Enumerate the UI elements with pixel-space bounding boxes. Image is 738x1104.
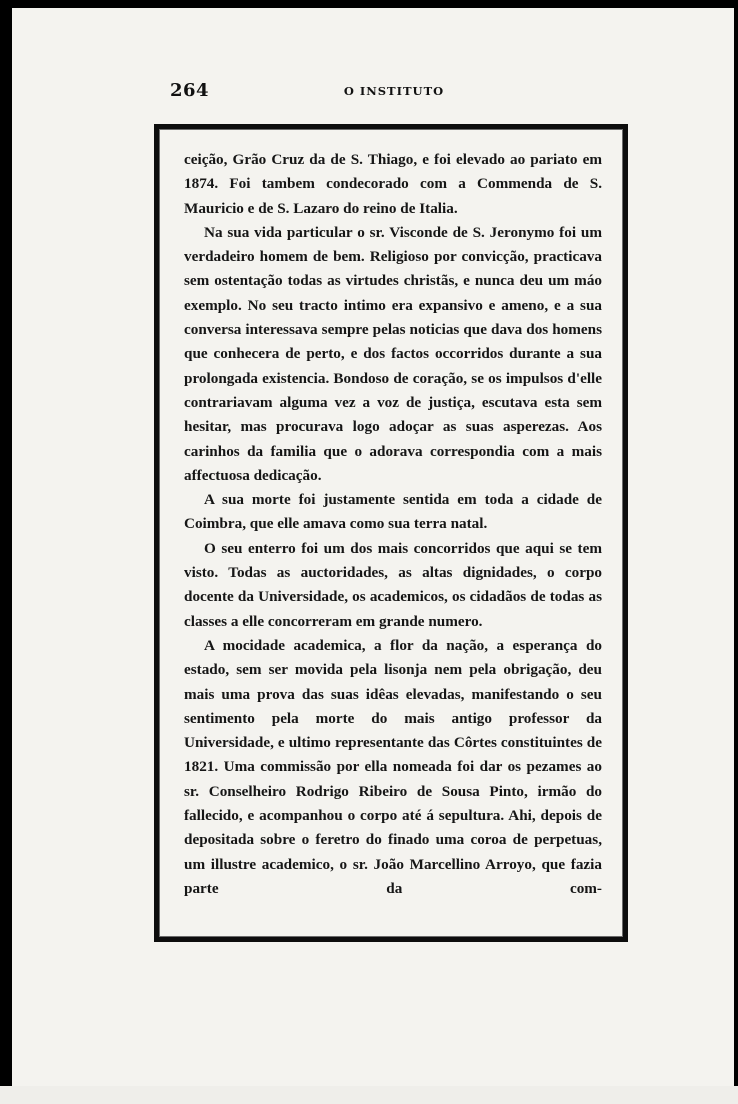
journal-title: O INSTITUTO xyxy=(343,84,445,98)
page-bottom-edge xyxy=(0,1086,738,1104)
body-text xyxy=(184,148,602,901)
running-head xyxy=(158,80,630,106)
paragraph-continuation: ceição, Grão Cruz da de S. Thiago, e foi elevado ao pariato em 1874. Foi tambem condecorado com a Commenda de S. Mauricio e de S. Lazaro do reino de Italia. xyxy=(184,151,602,217)
paragraph-death: A sua morte foi justamente sentida em toda a cidade de Coimbra, que elle amava como sua terra natal. xyxy=(184,491,602,533)
paragraph-academic-youth: A mocidade academica, a flor da nação, a esperança do estado, sem ser movida pela lisonja nem pela obrigação, deu mais uma prova das suas idêas elevadas, manifestando o seu sentimento pela morte do mais antigo professor da Universidade, e ultimo representante das Côrtes constituintes de 1821. Uma commissão por ella nomeada foi dar os pezames ao sr. Conselheiro Rodrigo Ribeiro de Sousa Pinto, irmão do fallecido, e acompanhou o corpo até á sepultura. Ahi, depois de depositada sobre o feretro do finado uma coroa de perpetuas, um illustre academico, o sr. João Marcellino Arroyo, que fazia parte da com- xyxy=(184,636,602,897)
paragraph-private-life: Na sua vida particular o sr. Visconde de S. Jeronymo foi um verdadeiro homem de bem. Religioso por convicção, practicava sem ostentação todas as virtudes christãs, e nunca deu um máo exemplo. No seu tracto intimo era expansivo e ameno, e a sua conversa interessava sempre pelas noticias que dava dos homens que conhecera de perto, e dos factos occorridos durante a sua prolongada existencia. Bondoso de coração, se os impulsos d'elle contrariavam alguma vez a voz de justiça, escutava esta sem hesitar, mas procurava logo adoçar as suas asperezas. Aos carinhos da familia que o adorava correspondia com a mais affectuosa dedicação. xyxy=(184,223,602,484)
paragraph-funeral: O seu enterro foi um dos mais concorridos que aqui se tem visto. Todas as auctoridades, as altas dignidades, o corpo docente da Universidade, os academicos, os cidadãos de todas as classes a elle concorreram em grande numero. xyxy=(184,539,602,630)
page-number: 264 xyxy=(170,80,210,101)
